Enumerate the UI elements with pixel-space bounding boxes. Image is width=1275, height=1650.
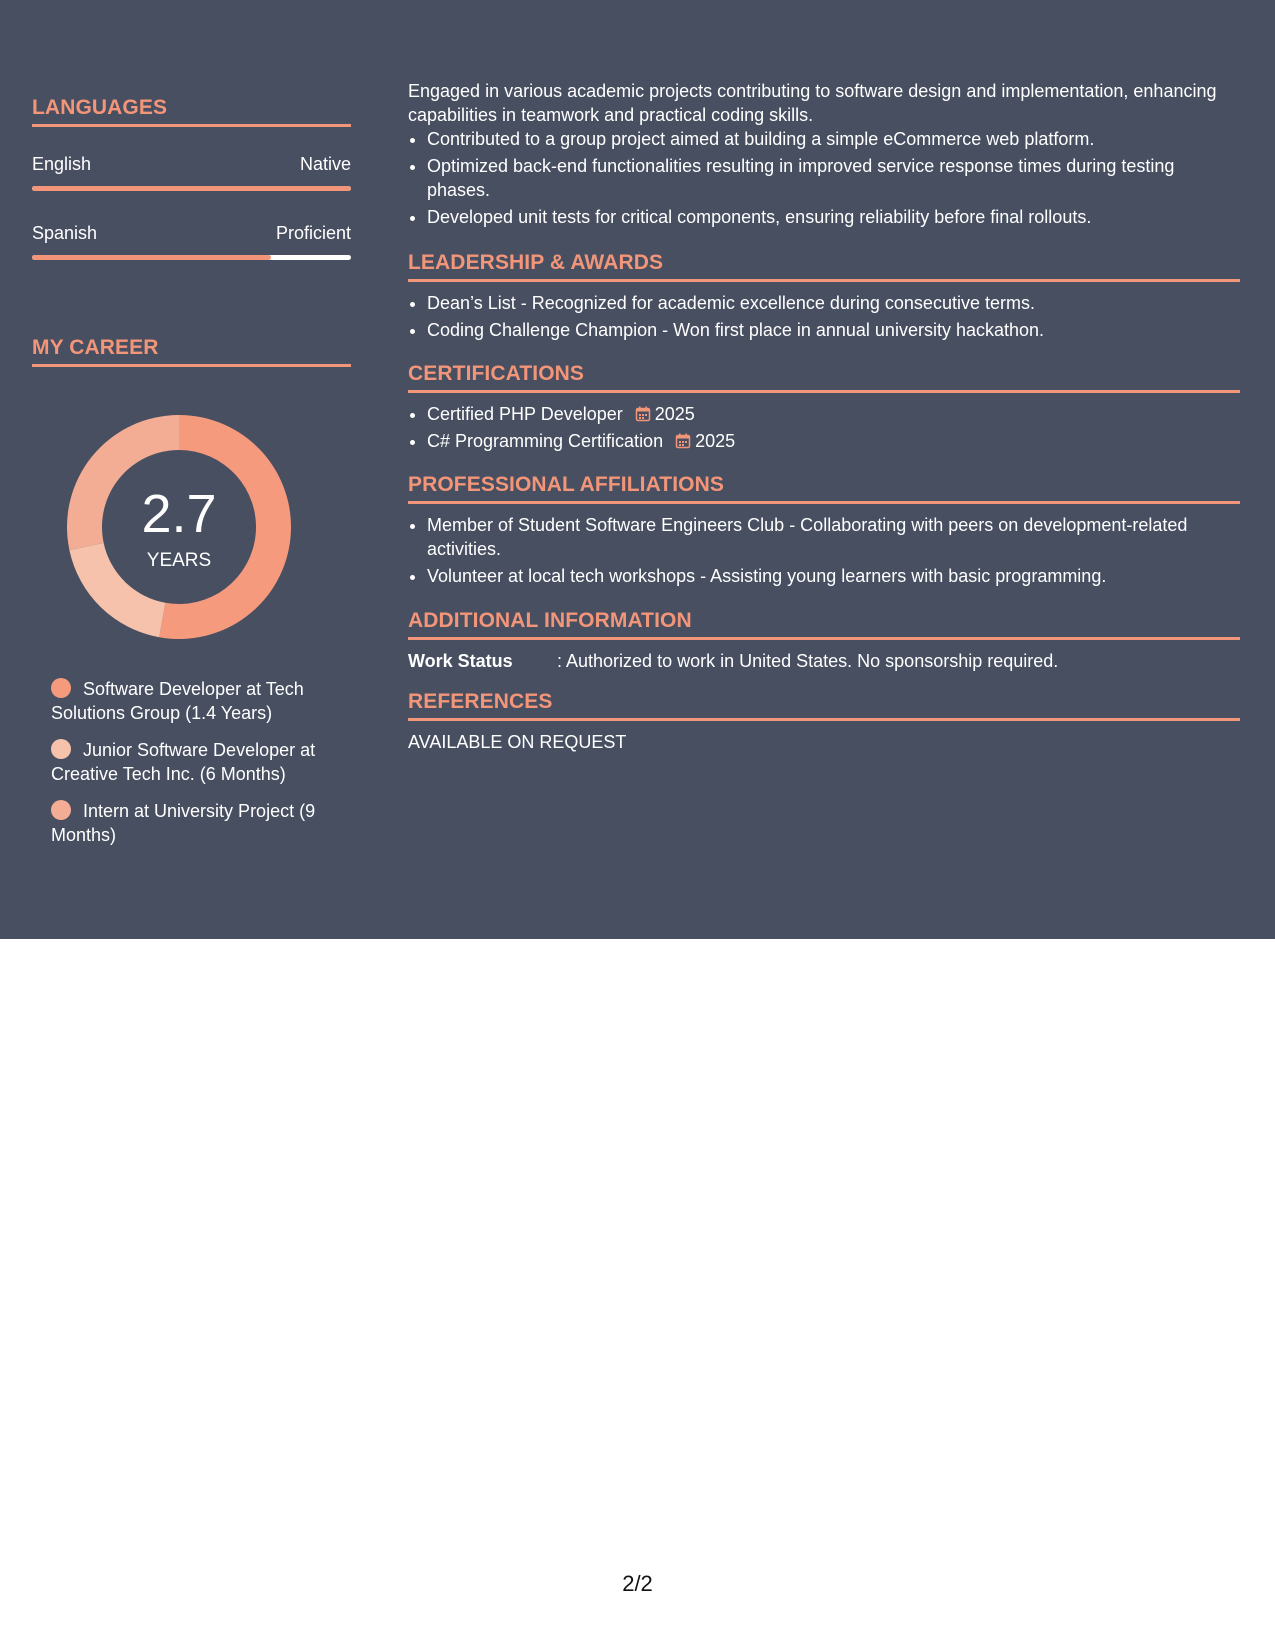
language-name: English: [32, 154, 92, 174]
work-status-value: : Authorized to work in United States. No sponsorship required.: [557, 651, 1059, 671]
project-bullets: [408, 127, 1240, 229]
certification-name: Certified PHP Developer: [427, 404, 623, 424]
leadership-section: [408, 251, 1240, 345]
certifications-section: [408, 362, 1240, 456]
list-item: [427, 429, 1240, 453]
legend-label: Junior Software Developer at Creative Tech Inc. (6 Months): [51, 740, 316, 784]
legend-item: [51, 677, 341, 725]
legend-dot: [51, 678, 71, 698]
languages-heading: LANGUAGES: [32, 96, 351, 127]
page-number: 2/2: [622, 1571, 653, 1596]
list-item: • Optimized back-end functionalities resulting in improved service response times during testing phases.: [427, 154, 1240, 202]
project-section: [408, 79, 1240, 232]
career-total-unit: YEARS: [146, 550, 212, 571]
legend-label: Software Developer at Tech Solutions Group (1.4 Years): [51, 679, 304, 723]
language-proficiency-fill: [32, 255, 271, 260]
legend-item: [51, 799, 341, 847]
career-legend: [51, 677, 341, 860]
legend-label: Intern at University Project (9 Months): [51, 801, 316, 845]
language-level: Proficient: [275, 223, 351, 243]
list-item: • Contributed to a group project aimed at building a simple eCommerce web platform.: [427, 127, 1240, 151]
calendar-icon: [635, 406, 651, 422]
career-heading: MY CAREER: [32, 336, 351, 367]
affiliations-heading: PROFESSIONAL AFFILIATIONS: [408, 473, 1240, 504]
language-proficiency-bar: [32, 186, 351, 191]
additional-info-heading: ADDITIONAL INFORMATION: [408, 609, 1240, 640]
certification-year: 2025: [695, 431, 736, 451]
language-proficiency-bar: [32, 255, 351, 260]
references-text: AVAILABLE ON REQUEST: [408, 732, 627, 752]
affiliations-section: [408, 473, 1240, 591]
list-item: [427, 402, 1240, 426]
list-item: • Member of Student Software Engineers Club - Collaborating with peers on development-related activities.: [427, 513, 1240, 561]
additional-info-section: [408, 609, 1240, 673]
work-status-row: [408, 649, 1240, 673]
legend-dot: [51, 800, 71, 820]
project-intro: Engaged in various academic projects contributing to software design and implementation, enhancing capabilities in teamwork and practical coding skills.: [408, 81, 1217, 125]
work-status-label: Work Status: [408, 651, 513, 671]
language-name: Spanish: [32, 223, 98, 243]
language-proficiency-fill: [32, 186, 351, 191]
legend-dot: [51, 739, 71, 759]
career-total-value: 2.7: [141, 484, 217, 544]
leadership-heading: LEADERSHIP & AWARDS: [408, 251, 1240, 282]
language-level: Native: [299, 154, 351, 174]
references-section: [408, 690, 1240, 754]
list-item: • Volunteer at local tech workshops - Assisting young learners with basic programming.: [427, 564, 1240, 588]
list-item: • Developed unit tests for critical components, ensuring reliability before final rollouts.: [427, 205, 1240, 229]
list-item: • Dean’s List - Recognized for academic excellence during consecutive terms.: [427, 291, 1240, 315]
certification-year: 2025: [654, 404, 695, 424]
calendar-icon: [675, 433, 691, 449]
references-heading: REFERENCES: [408, 690, 1240, 721]
donut-center: [67, 415, 291, 639]
legend-item: [51, 738, 341, 786]
certifications-heading: CERTIFICATIONS: [408, 362, 1240, 393]
certification-name: C# Programming Certification: [427, 431, 664, 451]
list-item: • Coding Challenge Champion - Won first place in annual university hackathon.: [427, 318, 1240, 342]
